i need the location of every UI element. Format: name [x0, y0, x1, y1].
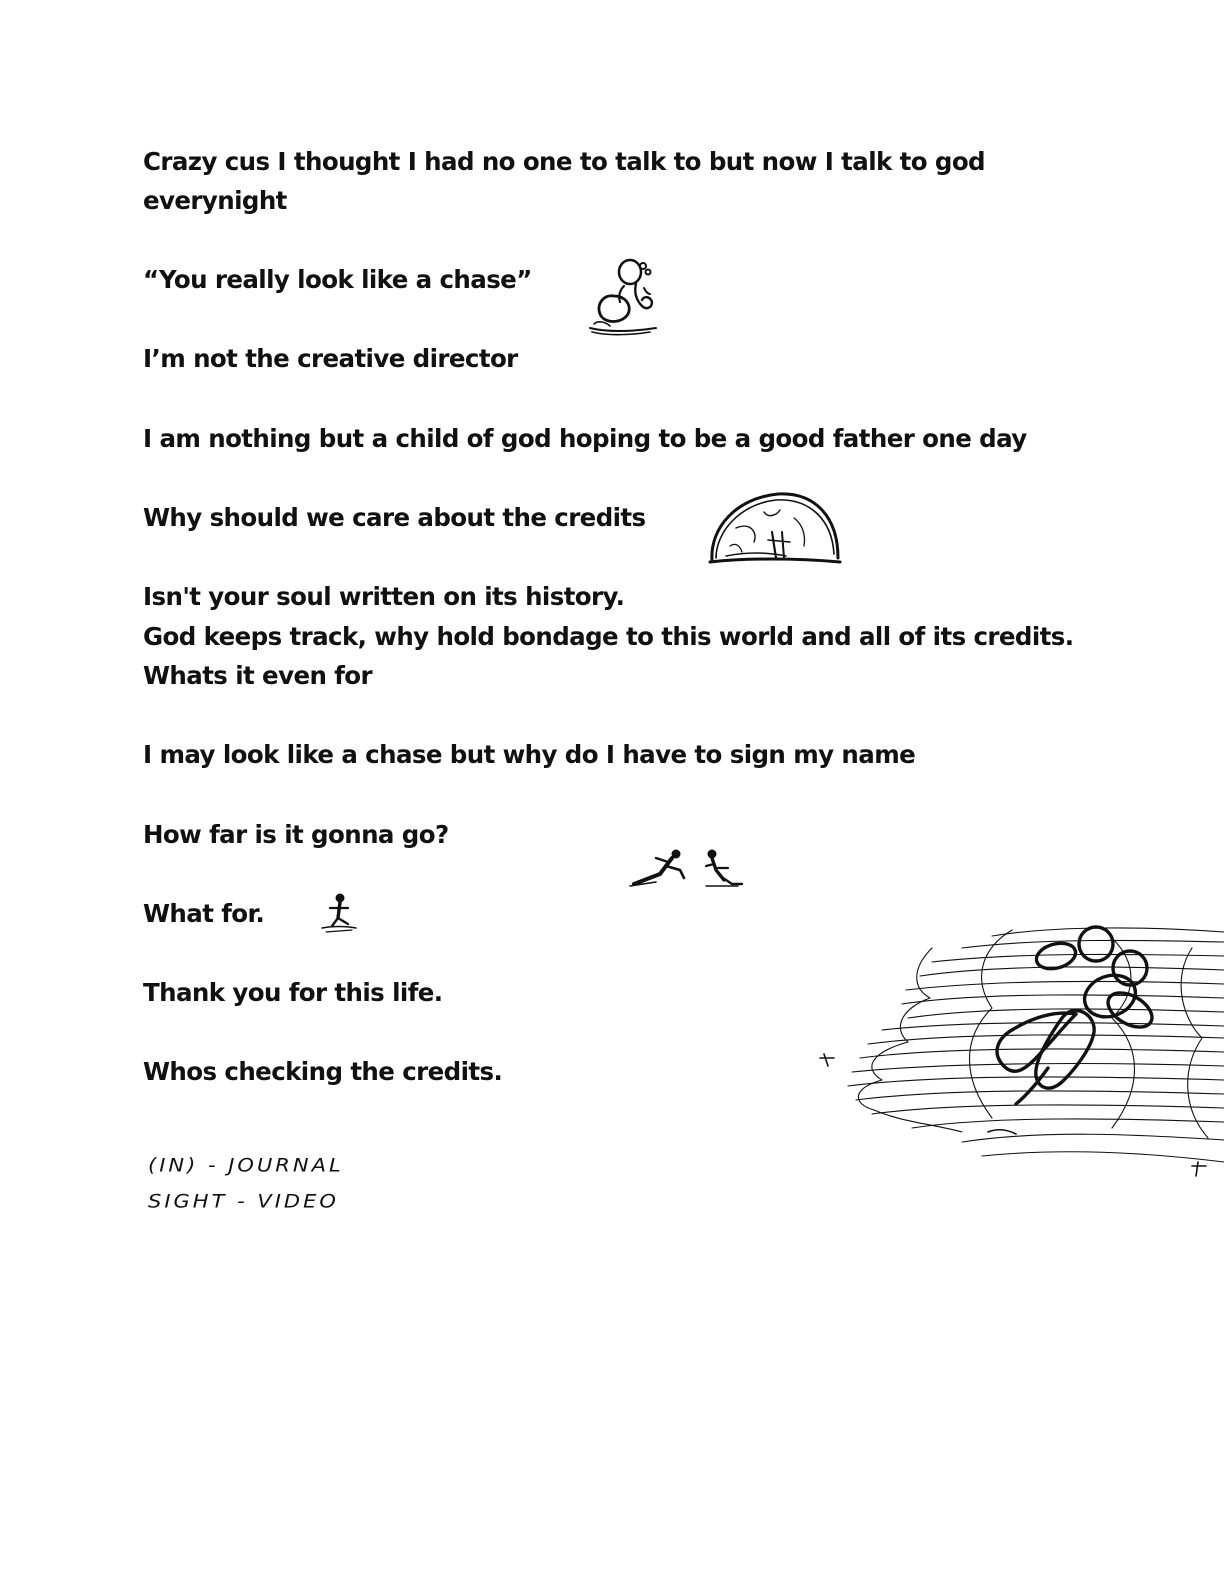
scribble-figure-sketch-icon	[812, 918, 1224, 1186]
small-figure-sketch-icon	[318, 892, 360, 934]
handwritten-note-2: SIGHT - VIDEO	[148, 1190, 339, 1213]
text-line-1: Crazy cus I thought I had no one to talk to but now I talk to god	[143, 147, 985, 176]
text-line-4: I’m not the creative director	[143, 344, 518, 373]
text-line-7: Isn't your soul written on its history.	[143, 582, 625, 611]
dome-sketch-icon	[706, 488, 844, 568]
text-line-13: Thank you for this life.	[143, 978, 443, 1007]
text-line-10: I may look like a chase but why do I have to sign my name	[143, 740, 916, 769]
running-figures-sketch-icon	[626, 846, 748, 890]
text-line-5: I am nothing but a child of god hoping to be a good father one day	[143, 424, 1027, 453]
text-line-11: How far is it gonna go?	[143, 820, 449, 849]
text-line-12: What for.	[143, 899, 265, 928]
text-line-3: “You really look like a chase”	[143, 265, 532, 294]
text-line-8: God keeps track, why hold bondage to this world and all of its credits.	[143, 622, 1074, 651]
text-line-6: Why should we care about the credits	[143, 503, 646, 532]
figure-sketch-icon	[586, 256, 672, 338]
handwritten-note-1: (IN) - JOURNAL	[148, 1154, 344, 1177]
text-line-2: everynight	[143, 186, 287, 215]
text-line-9: Whats it even for	[143, 661, 373, 690]
text-line-14: Whos checking the credits.	[143, 1057, 503, 1086]
